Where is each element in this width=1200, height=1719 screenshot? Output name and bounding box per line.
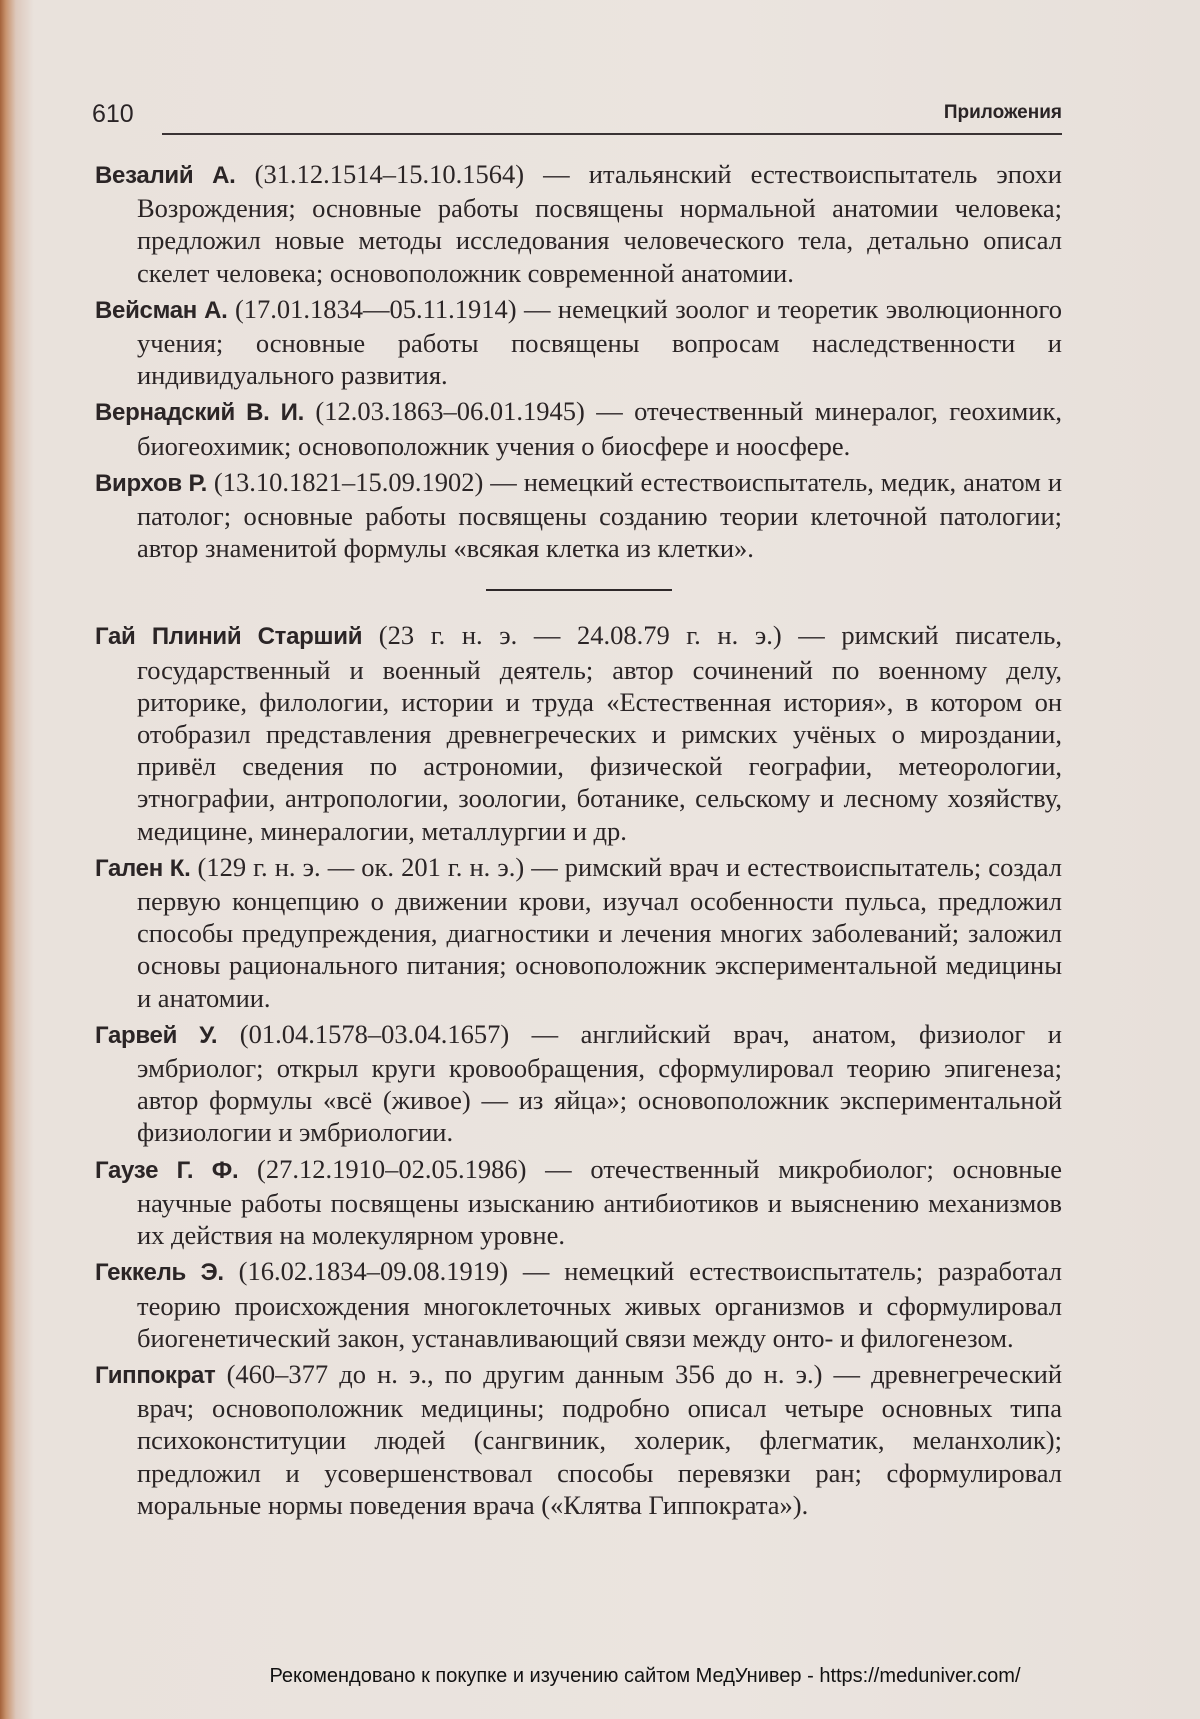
entry-name: Гиппократ — [95, 1361, 216, 1389]
entry-name: Гай Плиний Старший — [95, 623, 363, 651]
entry-description: (23 г. н. э. — 24.08.79 г. н. э.) — римский писатель, государственный и военный деятель; автор сочинений по военному делу, риторике, филологии, истории и труда «Естественная история», в котором он отобразил представления древнегреческих и римских учёных о мироздании, привёл сведения по астрономии, физической географии, метеорологии, этнографии, антропологии, зоологии, ботанике, сельскому и лесному хозяйству, медицине, минералогии, металлургии и др. — [137, 620, 1062, 846]
entries-group-v — [95, 158, 1062, 564]
glossary-entry — [95, 851, 1062, 1014]
entry-name: Везалий А. — [95, 162, 236, 189]
glossary-entry — [95, 1018, 1062, 1149]
footer-credit: Рекомендовано к покупке и изучению сайтом МедУнивер - https://meduniver.com/ — [269, 1665, 1021, 1687]
glossary-entry — [95, 1153, 1062, 1252]
header-rule — [162, 133, 1062, 135]
glossary-entry — [95, 395, 1062, 461]
entry-name: Геккель Э. — [95, 1259, 224, 1287]
entry-description: (16.02.1834–09.08.1919) — немецкий естествоиспытатель; разработал теорию происхождения многоклеточных живых организмов и сформулировал биогенетический закон, устанавливающий связи между онто- и филогенезом. — [137, 1256, 1062, 1353]
entries-group-g — [95, 619, 1062, 1520]
entry-description: (12.03.1863–06.01.1945) — отечественный минералог, геохимик, биогеохимик; основоположник учения о биосфере и ноосфере. — [137, 396, 1062, 461]
entry-name: Гаузе Г. Ф. — [95, 1156, 239, 1184]
glossary-entry — [95, 1255, 1062, 1354]
entry-name: Вирхов Р. — [95, 469, 207, 497]
entry-name: Вернадский В. И. — [95, 399, 304, 427]
entry-name: Вейсман А. — [95, 296, 228, 324]
page-number: 610 — [92, 100, 134, 128]
glossary-entry — [95, 466, 1062, 565]
glossary-entry — [95, 1358, 1062, 1521]
entry-description: (129 г. н. э. — ок. 201 г. н. э.) — римский врач и естествоиспытатель; создал первую концепцию о движении крови, изучал особенности пульса, предложил способы предупреждения, диагностики и лечения многих заболеваний; заложил основы рационального питания; основоположник экспериментальной медицины и анатомии. — [137, 851, 1063, 1013]
entry-description: (460–377 до н. э., по другим данным 356 до н. э.) — древнегреческий врач; основоположник медицины; подробно описал четыре основных типа психоконституции людей (сангвиник, холерик, флегматик, меланхолик); предложил и усовершенствовал способы перевязки ран; сформулировал моральные нормы поведения врача («Клятва Гиппократа»). — [137, 1358, 1062, 1520]
entry-description: (17.01.1834—05.11.1914) — немецкий зоолог и теоретик эволюционного учения; основные работы посвящены вопросам наследственности и индивидуального развития. — [137, 293, 1063, 391]
glossary-entry — [95, 158, 1062, 289]
entry-description: (27.12.1910–02.05.1986) — отечественный микробиолог; основные научные работы посвящены изысканию антибиотиков и выяснению механизмов их действия на молекулярном уровне. — [137, 1153, 1062, 1251]
entry-description: (13.10.1821–15.09.1902) — немецкий естествоиспытатель, медик, анатом и патолог; основные работы посвящены созданию теории клеточной патологии; автор знаменитой формулы «всякая клетка из клетки». — [137, 466, 1062, 564]
glossary-content — [95, 158, 1062, 1525]
entry-name: Гален К. — [95, 854, 191, 882]
entry-name: Гарвей У. — [95, 1021, 218, 1049]
glossary-entry — [95, 293, 1062, 392]
section-title: Приложения — [943, 102, 1062, 123]
entry-description: (01.04.1578–03.04.1657) — английский врач, анатом, физиолог и эмбриолог; открыл круги кровообращения, сформулировал теорию эпигенеза; автор формулы «всё (живое) — из яйца»; основоположник экспериментальной физиологии и эмбриологии. — [137, 1018, 1062, 1148]
entry-description: (31.12.1514–15.10.1564) — итальянский естествоиспытатель эпохи Возрождения; основные работы посвящены нормальной анатомии человека; предложил новые методы исследования человеческого тела, детально описал скелет человека; основоположник современной анатомии. — [137, 159, 1062, 288]
glossary-entry — [95, 619, 1062, 846]
section-divider — [486, 589, 672, 591]
